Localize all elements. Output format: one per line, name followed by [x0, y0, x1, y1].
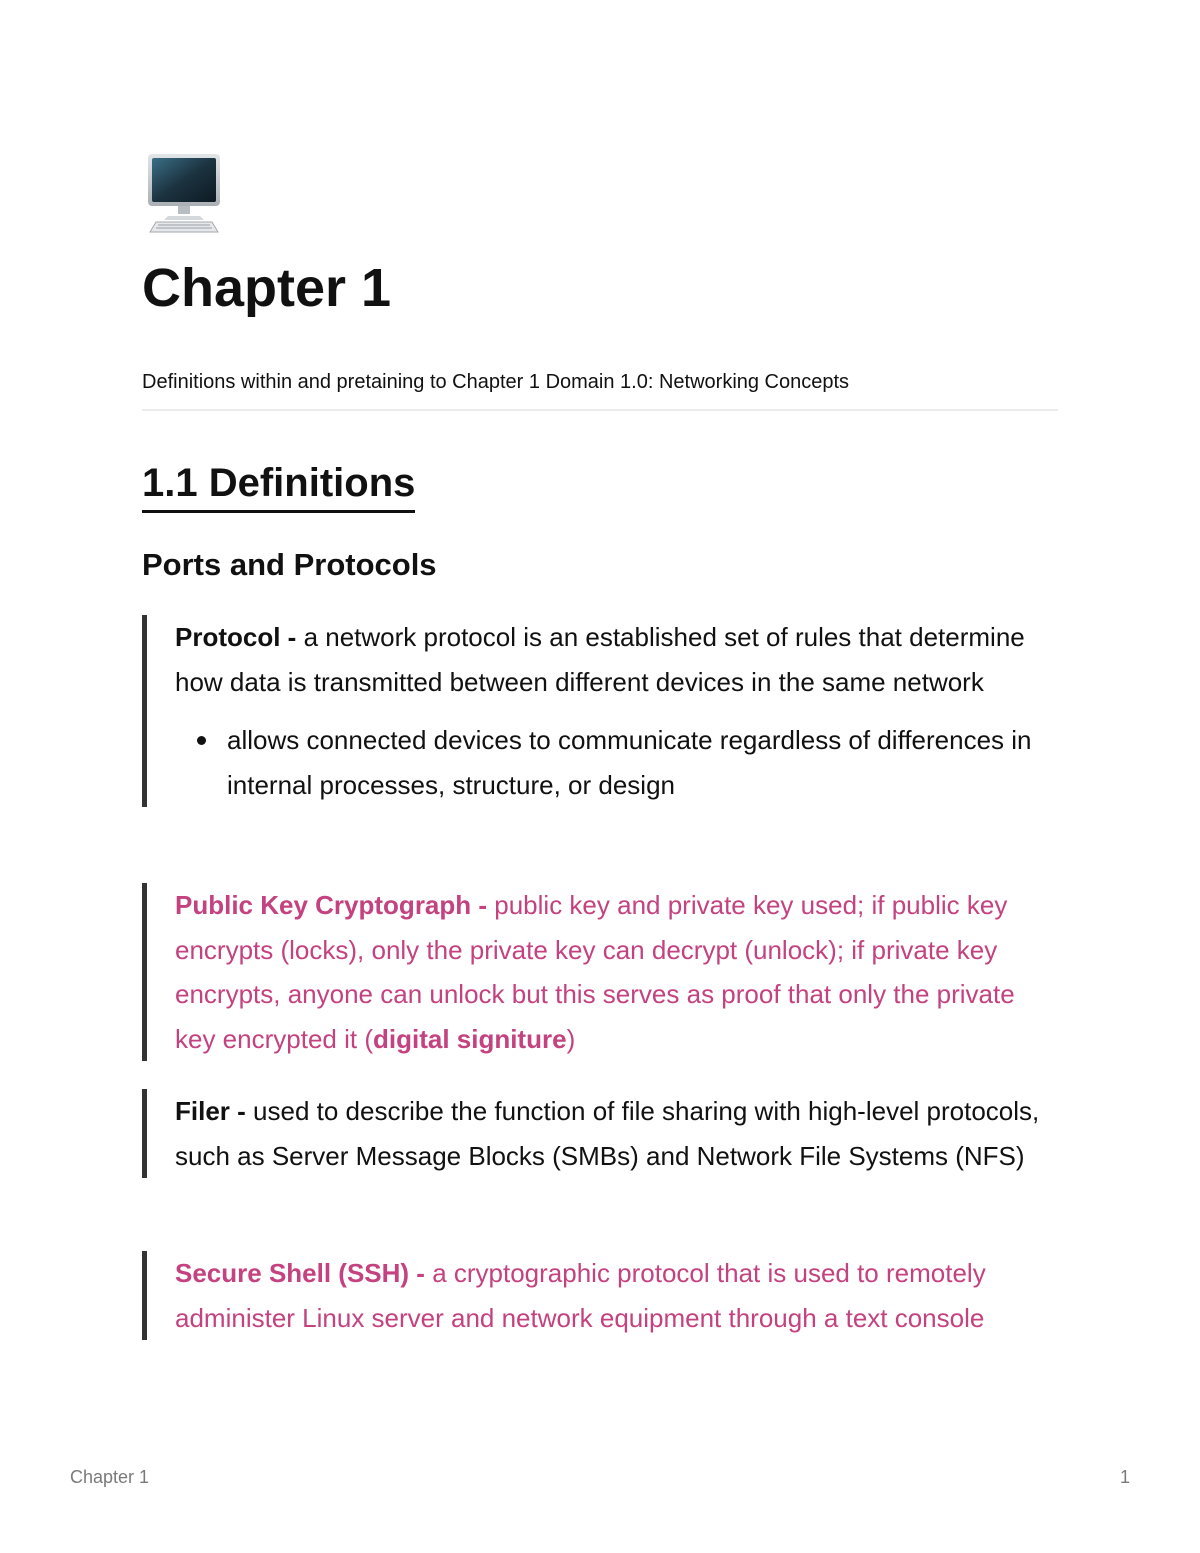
- callout-term: Public Key Cryptograph: [175, 890, 472, 920]
- callout-separator: -: [280, 622, 304, 652]
- callout-text: [175, 1251, 1048, 1340]
- footer-title: Chapter 1: [70, 1467, 150, 1487]
- callout-term: Filer: [175, 1096, 230, 1126]
- callout-filer: [142, 1089, 1048, 1178]
- callout-text: [175, 883, 1048, 1061]
- callout-text: [175, 615, 1048, 704]
- callout-closing: ): [566, 1023, 576, 1054]
- title-divider: [142, 409, 1058, 411]
- list-item-text: allows connected devices to communicate regardless of differences in internal processes, structure, or design: [227, 725, 1032, 800]
- callout-definition: public key and private key used; if public key encrypts (locks), only the private key can decrypt (unlock); if private key encrypts, anyone can unlock but this serves as proof that only the private key encrypted it (: [175, 890, 1015, 1054]
- bullet-list: [175, 718, 1048, 807]
- page-description: Definitions within and pretaining to Chapter 1 Domain 1.0: Networking Concepts: [142, 371, 850, 393]
- callout-protocol: [142, 615, 1048, 807]
- callout-separator: -: [471, 890, 495, 920]
- callout-public-key-cryptograph: [142, 883, 1048, 1061]
- section-subheading: Ports and Protocols: [142, 547, 437, 582]
- list-item: [227, 718, 1048, 807]
- callout-separator: -: [229, 1096, 254, 1126]
- callout-separator: -: [409, 1258, 433, 1288]
- callout-definition: used to describe the function of file sharing with high-level protocols, such as Server Message Blocks (SMBs) and Network File Systems (NFS): [175, 1096, 1040, 1171]
- callout-term: Secure Shell (SSH): [175, 1258, 410, 1288]
- callout-definition: a cryptographic protocol that is used to remotely administer Linux server and network equipment through a text console: [175, 1258, 986, 1333]
- bullet-dot-icon: [197, 736, 206, 745]
- callout-secure-shell: [142, 1251, 1048, 1340]
- callout-term: Protocol: [175, 622, 281, 652]
- callout-definition: a network protocol is an established set of rules that determine how data is transmitted between different devices in the same network: [175, 622, 1025, 697]
- page-title: Chapter 1: [142, 258, 392, 318]
- section-heading: 1.1 Definitions: [142, 458, 415, 513]
- desktop-computer-icon: [146, 152, 222, 234]
- callout-text: [175, 1089, 1048, 1178]
- footer-page-number: 1: [1119, 1467, 1130, 1487]
- callout-emphasis: digital signiture: [372, 1023, 567, 1054]
